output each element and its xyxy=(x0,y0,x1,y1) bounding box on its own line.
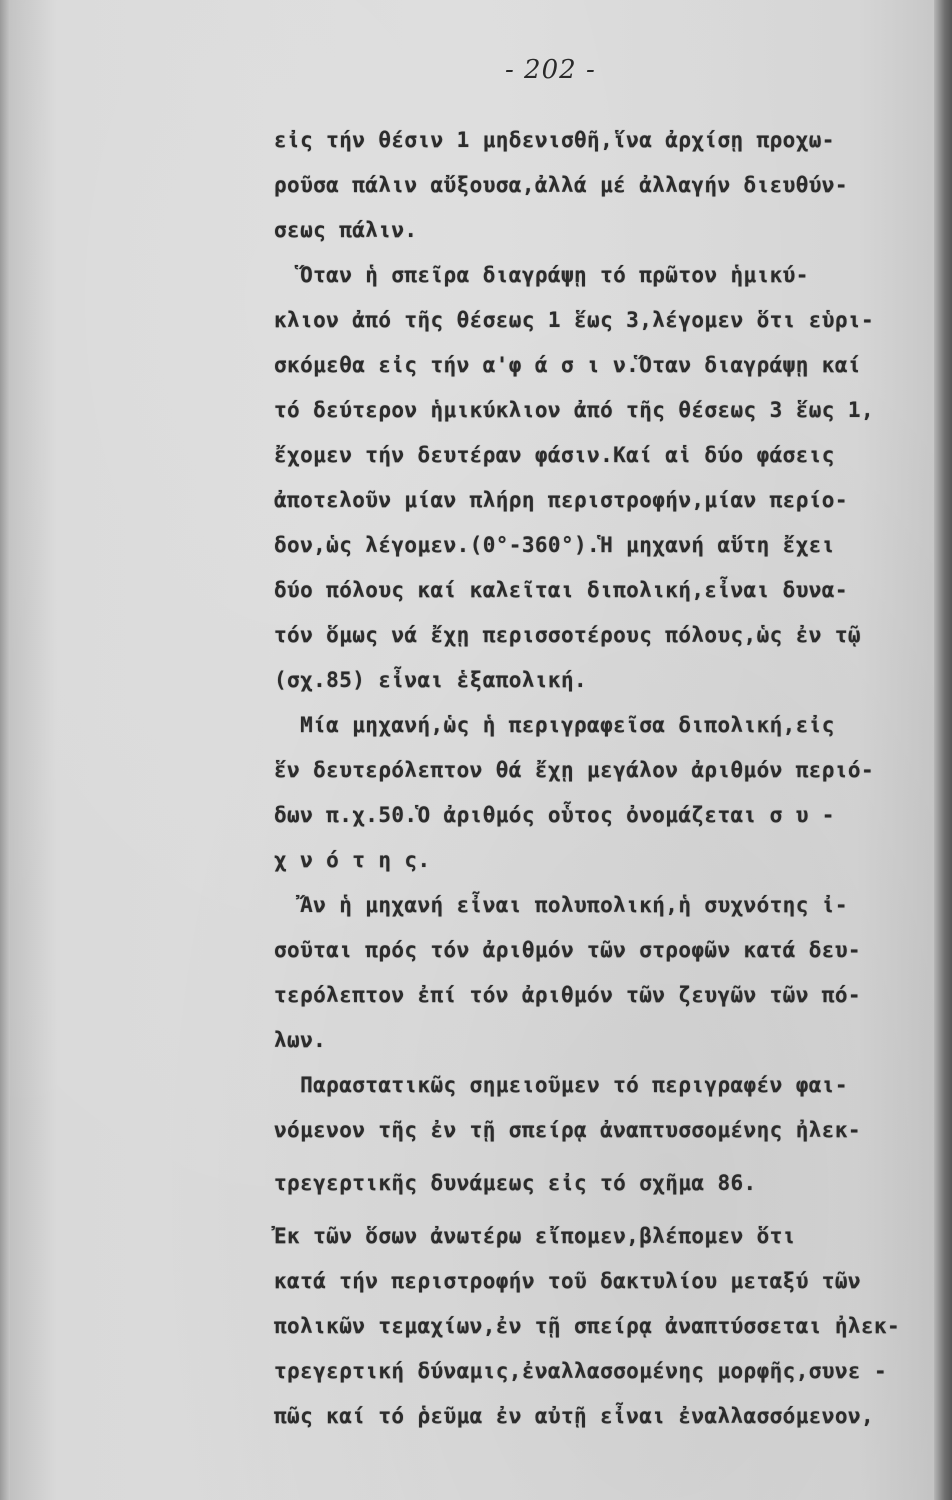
text-line: λων. xyxy=(274,1028,327,1052)
page-right-edge xyxy=(934,0,952,1500)
text-line: σοῦται πρός τόν ἀριθμόν τῶν στροφῶν κατά δευ- xyxy=(274,938,861,962)
text-line: νόμενον τῆς ἐν τῇ σπείρᾳ ἀναπτυσσομένης ἠλεκ- xyxy=(274,1118,861,1142)
text-line: δύο πόλους καί καλεῖται διπολική,εἶναι δυνα- xyxy=(274,578,848,602)
text-line: τρεγερτική δύναμις,ἐναλλασσομένης μορφῆς,συνε - xyxy=(274,1359,888,1383)
text-line: σκόμεθα εἰς τήν α'φ ά σ ι ν.Ὅταν διαγράψῃ καί xyxy=(274,353,861,377)
text-line: δων π.χ.50.Ὁ ἀριθμός οὗτος ὀνομάζεται σ υ - xyxy=(274,803,835,827)
typed-text-body xyxy=(274,118,914,1439)
text-line: τρεγερτικῆς δυνάμεως εἰς τό σχῆμα 86. xyxy=(274,1171,757,1195)
text-line: ἕν δευτερόλεπτον θά ἔχῃ μεγάλον ἀριθμόν περιό- xyxy=(274,758,874,782)
page-left-edge xyxy=(0,0,10,1500)
text-line: πολικῶν τεμαχίων,ἐν τῇ σπείρᾳ ἀναπτύσσεται ἠλεκ- xyxy=(274,1314,901,1338)
text-line: πῶς καί τό ῥεῦμα ἐν αὐτῇ εἶναι ἐναλλασσόμενον, xyxy=(274,1404,874,1428)
text-line: Ἄν ἡ μηχανή εἶναι πολυπολική,ἡ συχνότης ἰ- xyxy=(274,893,848,917)
text-line: κλιον ἀπό τῆς θέσεως 1 ἕως 3,λέγομεν ὅτι εὑρι- xyxy=(274,308,874,332)
text-line: ἀποτελοῦν μίαν πλήρη περιστροφήν,μίαν περίο- xyxy=(274,488,848,512)
text-line: ἔχομεν τήν δευτέραν φάσιν.Καί αἱ δύο φάσεις xyxy=(274,443,835,467)
text-line: εἰς τήν θέσιν 1 μηδενισθῆ,ἵνα ἀρχίσῃ προχω- xyxy=(274,128,835,152)
text-line: ροῦσα πάλιν αὔξουσα,ἀλλά μέ ἀλλαγήν διευθύν- xyxy=(274,173,848,197)
text-line: Ὅταν ἡ σπεῖρα διαγράψῃ τό πρῶτον ἡμικύ- xyxy=(274,263,809,287)
text-line: Μία μηχανή,ὡς ἡ περιγραφεῖσα διπολική,εἰς xyxy=(274,713,835,737)
text-line: τόν ὅμως νά ἔχῃ περισσοτέρους πόλους,ὡς ἐν τῷ xyxy=(274,623,861,647)
text-line: Παραστατικῶς σημειοῦμεν τό περιγραφέν φαι- xyxy=(274,1073,848,1097)
text-line: Ἐκ τῶν ὅσων ἀνωτέρω εἴπομεν,βλέπομεν ὅτι xyxy=(274,1224,796,1248)
text-line: δον,ὡς λέγομεν.(0°-360°).Ἡ μηχανή αὕτη ἔχει xyxy=(274,533,835,557)
text-line: χ ν ό τ η ς. xyxy=(274,848,431,872)
text-line: κατά τήν περιστροφήν τοῦ δακτυλίου μεταξύ τῶν xyxy=(274,1269,861,1293)
text-line: σεως πάλιν. xyxy=(274,218,418,242)
page-number: - 202 - xyxy=(505,55,596,85)
text-line: (σχ.85) εἶναι ἑξαπολική. xyxy=(274,668,588,692)
text-line: τό δεύτερον ἡμικύκλιον ἀπό τῆς θέσεως 3 ἕως 1, xyxy=(274,398,874,422)
text-line: τερόλεπτον ἐπί τόν ἀριθμόν τῶν ζευγῶν τῶν πό- xyxy=(274,983,861,1007)
